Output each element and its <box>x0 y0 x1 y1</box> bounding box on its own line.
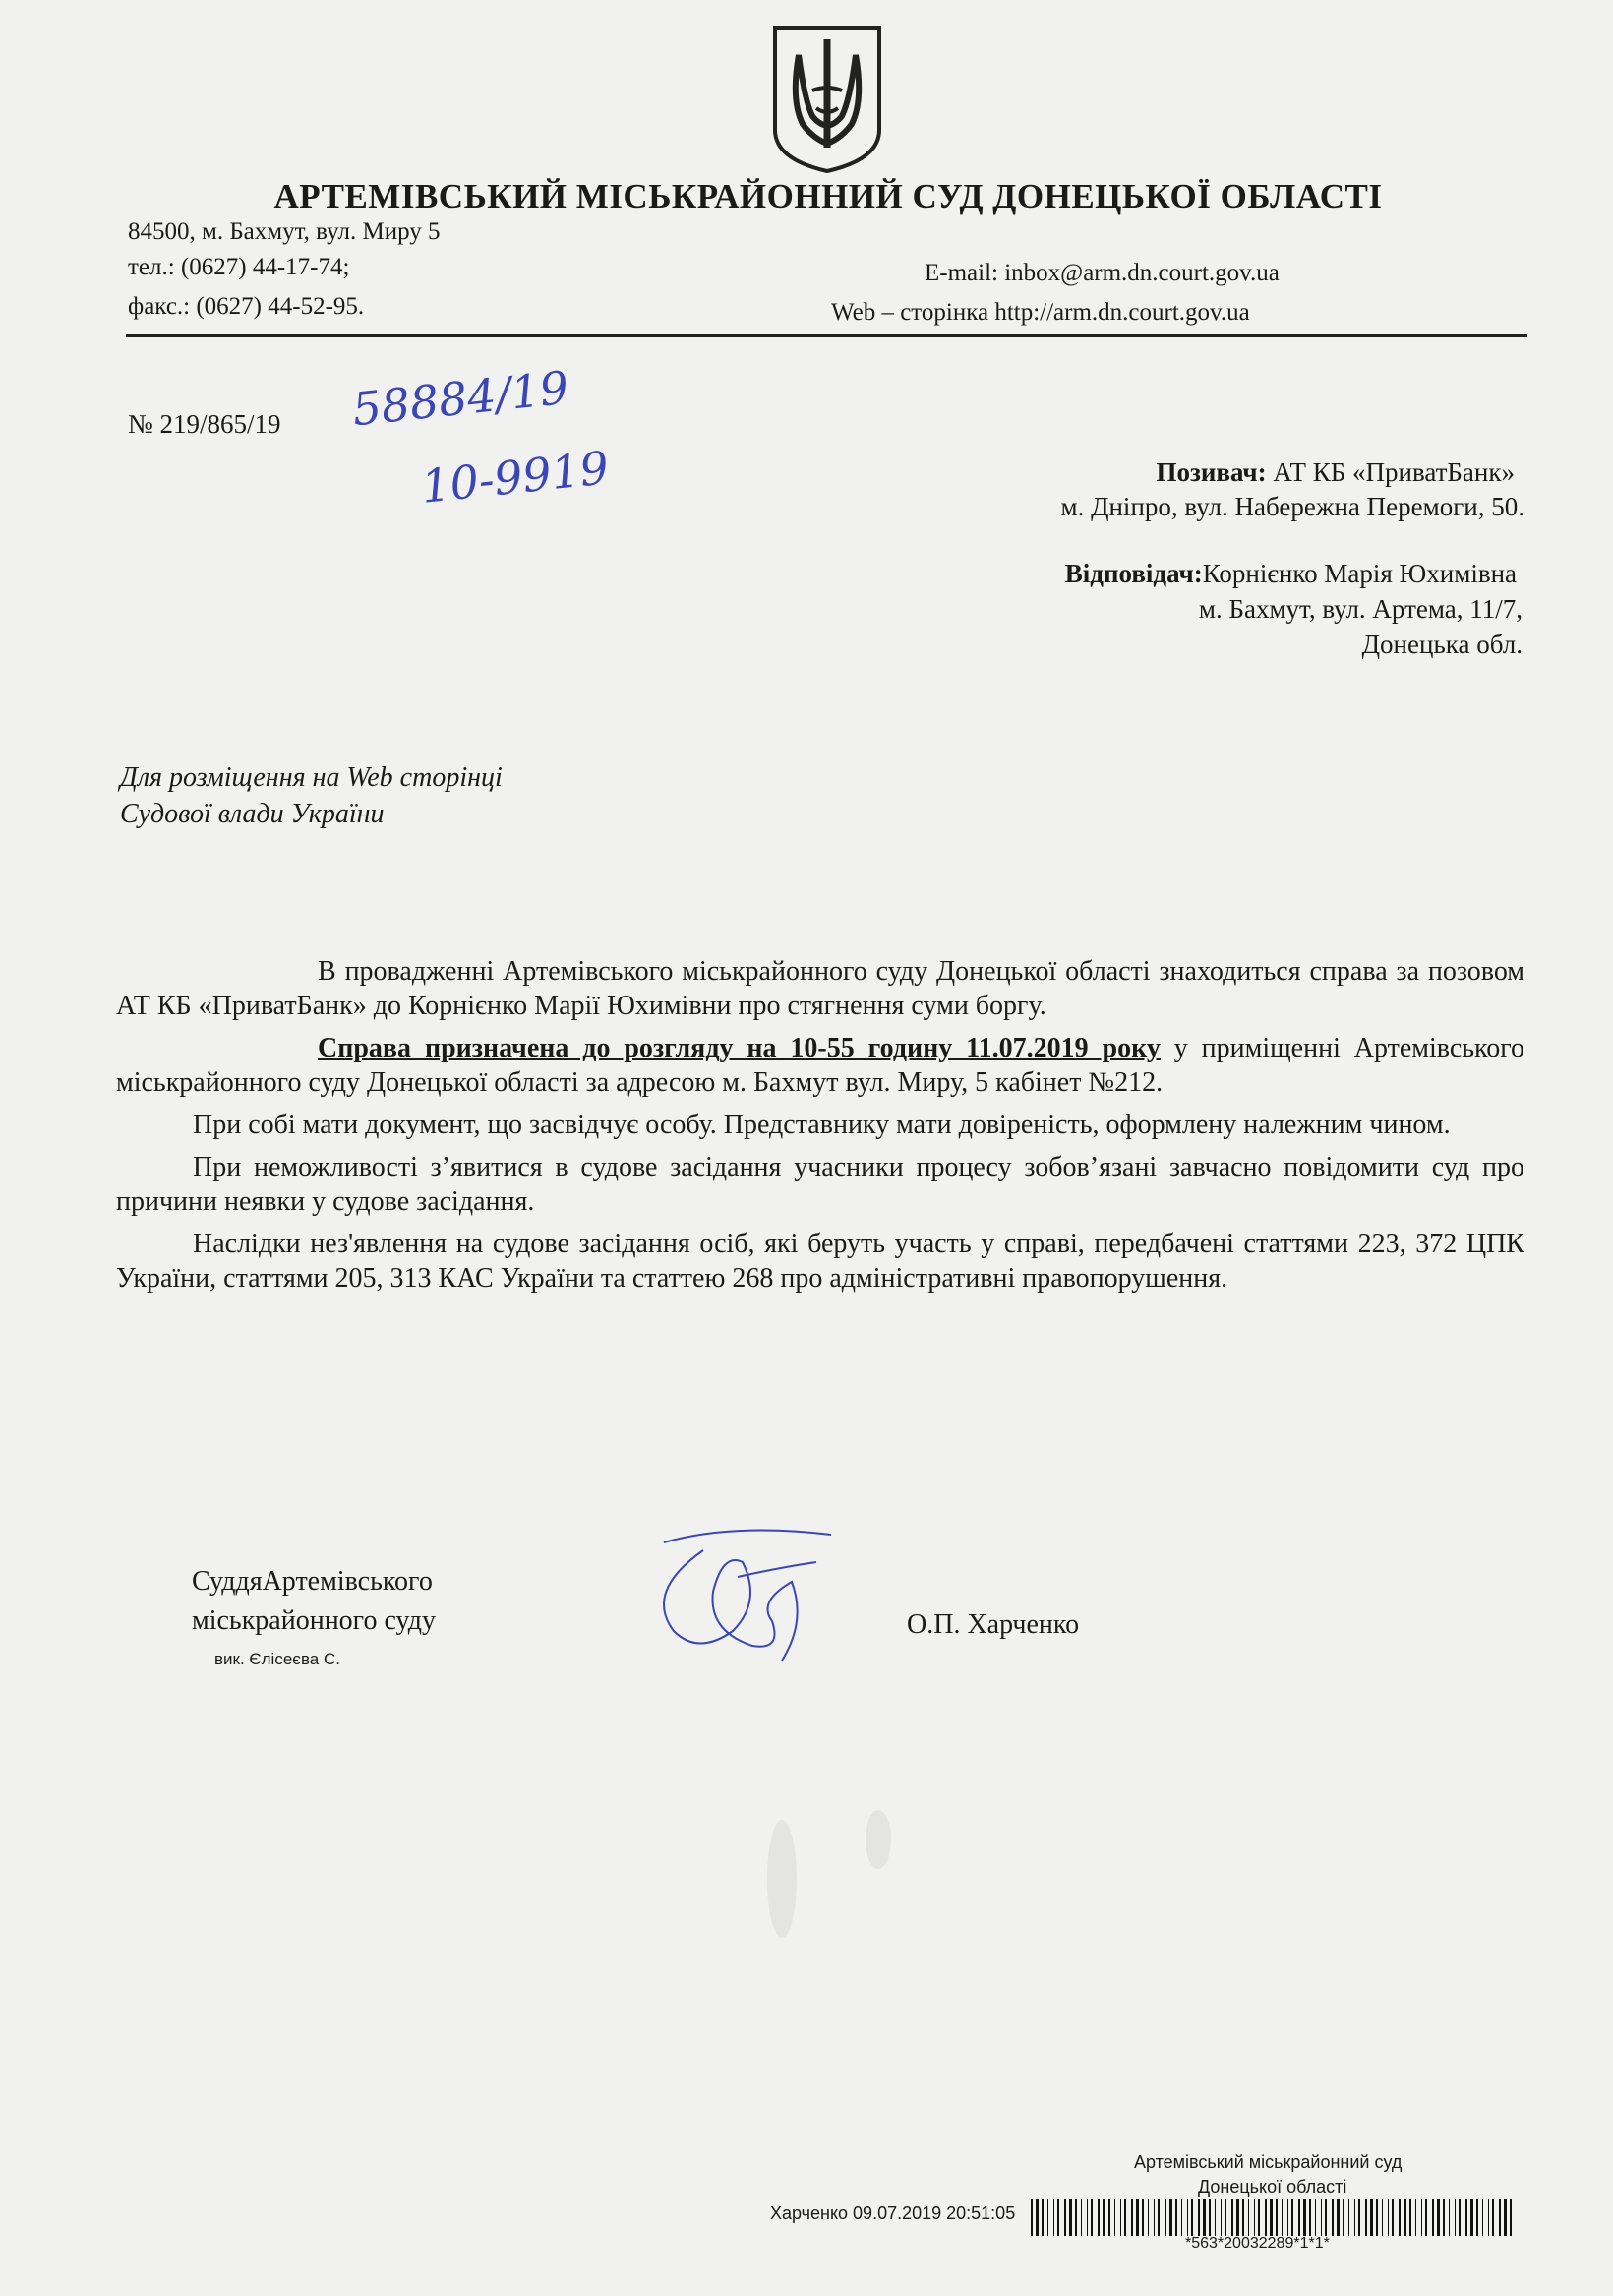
court-website: Web – сторінка http://arm.dn.court.gov.ua <box>831 299 1250 326</box>
header-divider <box>126 334 1527 337</box>
defendant-address-line2: Донецька обл. <box>1361 630 1523 659</box>
court-email: E-mail: inbox@arm.dn.court.gov.ua <box>925 260 1280 286</box>
case-number: № 219/865/19 <box>128 409 281 439</box>
hearing-location: у приміщенні Артемівського міськрайонного суду Донецької області за адресою м. Бахмут вул. Миру, 5 кабінет №212. <box>116 1033 1524 1098</box>
plaintiff-line <box>1156 457 1515 488</box>
defendant-address-line1: м. Бахмут, вул. Артема, 11/7, <box>1198 594 1523 624</box>
scan-smudge <box>767 1820 797 1938</box>
handwritten-registration-number: 58884/19 <box>349 360 571 437</box>
executor-note: вик. Єлісеєва С. <box>214 1650 340 1668</box>
stamp-court-line1: Артемівський міськрайонний суд <box>1134 2152 1403 2172</box>
scan-smudge <box>866 1810 891 1869</box>
notice-body <box>116 954 1524 1303</box>
handwritten-registration-date: 10-9919 <box>418 441 612 514</box>
judge-title-line1: СуддяАртемівського <box>192 1566 433 1597</box>
judge-title-line2: міськрайонного суду <box>192 1605 437 1636</box>
plaintiff-address: м. Дніпро, вул. Набережна Перемоги, 50. <box>1060 492 1524 521</box>
court-phone: тел.: (0627) 44-17-74; <box>128 254 350 280</box>
placement-note-line1: Для розміщення на Web сторінці <box>120 762 503 793</box>
stamp-signed-by: Харченко 09.07.2019 20:51:05 <box>770 2204 1016 2223</box>
coat-of-arms-emblem <box>769 22 885 175</box>
document-barcode <box>1031 2199 1516 2236</box>
stamp-court-line2: Донецької області <box>1198 2177 1347 2197</box>
court-name: АРТЕМІВСЬКИЙ МІСЬКРАЙОННИЙ СУД ДОНЕЦЬКОЇ ОБЛАСТІ <box>273 177 1383 215</box>
hearing-date-highlight: Справа призначена до розгляду на 10-55 годину 11.07.2019 року <box>318 1033 1161 1063</box>
notice-paragraph: В провадженні Артемівського міськрайонного суду Донецької області знаходиться справа за позовом АТ КБ «ПриватБанк» до Корнієнко Марії Юхимівни про стягнення суми боргу. <box>116 956 1524 1021</box>
plaintiff-name: АТ КБ «ПриватБанк» <box>1266 457 1515 487</box>
handwritten-signature <box>644 1523 851 1675</box>
barcode-text: *563*20032289*1*1* <box>1185 2235 1330 2252</box>
notice-paragraph: Наслідки нез'явлення на судове засідання осіб, які беруть участь у справі, передбачені статтями 223, 372 ЦПК України, статтями 205, 313 КАС України та статтею 268 про адміністративні правопорушення. <box>116 1229 1524 1294</box>
court-address: 84500, м. Бахмут, вул. Миру 5 <box>128 218 441 245</box>
plaintiff-label: Позивач: <box>1156 457 1267 487</box>
notice-paragraph: При собі мати документ, що засвідчує особу. Представнику мати довіреність, оформлену належним чином. <box>193 1110 1451 1140</box>
judge-name: О.П. Харченко <box>907 1609 1080 1640</box>
placement-note-line2: Судової влади України <box>120 799 385 829</box>
court-fax: факс.: (0627) 44-52-95. <box>128 293 365 320</box>
defendant-label: Відповідач: <box>1064 559 1203 588</box>
notice-paragraph: При неможливості з’явитися в судове засідання учасники процесу зобов’язані завчасно повідомити суд про причини неявки у судове засідання. <box>116 1152 1524 1217</box>
notice-paragraph-hearing <box>116 1031 1524 1100</box>
defendant-line <box>1065 559 1517 589</box>
defendant-name: Корнієнко Марія Юхимівна <box>1202 559 1517 588</box>
